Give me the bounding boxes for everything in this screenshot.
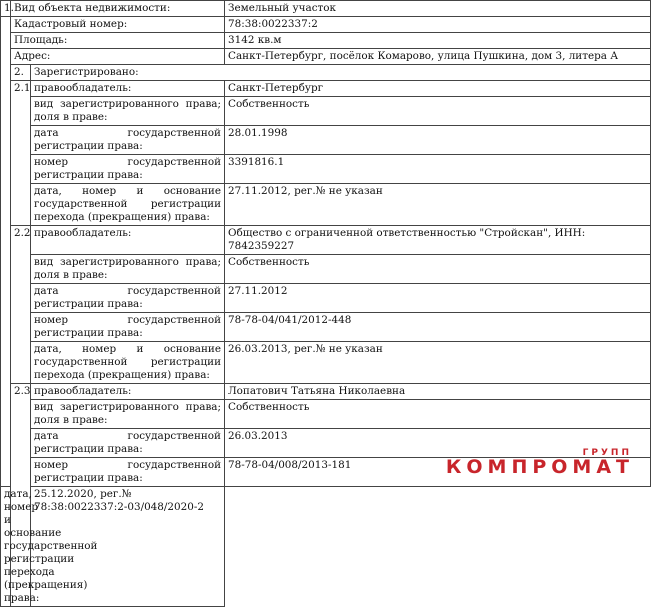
field-value: 3142 кв.м bbox=[225, 33, 651, 49]
record-owner-row bbox=[1, 384, 651, 400]
field-label: номер государственной регистрации права: bbox=[31, 155, 225, 184]
field-value: 27.11.2012 bbox=[225, 284, 651, 313]
record-right-row bbox=[1, 97, 651, 126]
row-area bbox=[1, 33, 651, 49]
field-value: 78:38:0022337:2 bbox=[225, 17, 651, 33]
row-registered bbox=[1, 65, 651, 81]
record-regnum-row bbox=[1, 313, 651, 342]
field-label: правообладатель: bbox=[31, 226, 225, 255]
field-label: Площадь: bbox=[11, 33, 225, 49]
field-value: 3391816.1 bbox=[225, 155, 651, 184]
field-value: 26.03.2013, рег.№ не указан bbox=[225, 342, 651, 384]
record-number: 2.1 bbox=[11, 81, 31, 226]
field-value: Общество с ограниченной ответственностью "Стройскан", ИНН: 7842359227 bbox=[225, 226, 651, 255]
field-label: правообладатель: bbox=[31, 384, 225, 400]
row-number-blank bbox=[1, 17, 11, 487]
field-value: Санкт-Петербург bbox=[225, 81, 651, 97]
field-value: Собственность bbox=[225, 400, 651, 429]
field-label: дата государственной регистрации права: bbox=[31, 126, 225, 155]
field-value: 27.11.2012, рег.№ не указан bbox=[225, 184, 651, 226]
field-value: 26.03.2013 bbox=[225, 429, 651, 458]
record-date-row bbox=[1, 284, 651, 313]
field-label: дата, номер и основание государственной регистрации перехода (прекращения) права: bbox=[31, 184, 225, 226]
watermark-big-text: КОМПРОМАТ bbox=[445, 456, 634, 478]
field-label: дата, номер и основание государственной регистрации перехода (прекращения) права: bbox=[1, 487, 11, 607]
field-value: Земельный участок bbox=[225, 1, 651, 17]
record-date-row bbox=[1, 429, 651, 458]
field-value: Собственность bbox=[225, 97, 651, 126]
field-value: Лопатович Татьяна Николаевна bbox=[225, 384, 651, 400]
field-value: 28.01.1998 bbox=[225, 126, 651, 155]
field-label: дата государственной регистрации права: bbox=[31, 284, 225, 313]
field-label: номер государственной регистрации права: bbox=[31, 458, 225, 487]
field-label: правообладатель: bbox=[31, 81, 225, 97]
row-object-type bbox=[1, 1, 651, 17]
record-date-row bbox=[1, 126, 651, 155]
watermark-small-text: ГРУПП bbox=[582, 448, 632, 458]
record-regnum-row bbox=[1, 155, 651, 184]
record-number: 2.3 bbox=[11, 384, 31, 607]
record-termination-row bbox=[1, 487, 651, 607]
field-value: Санкт-Петербург, посёлок Комарово, улица Пушкина, дом 3, литера А bbox=[225, 49, 651, 65]
field-label: вид зарегистрированного права; доля в праве: bbox=[31, 255, 225, 284]
field-value: 25.12.2020, рег.№ 78:38:0022337:2-03/048/2020-2 bbox=[31, 487, 225, 607]
field-label: вид зарегистрированного права; доля в праве: bbox=[31, 97, 225, 126]
record-owner-row bbox=[1, 81, 651, 97]
field-value: 78-78-04/008/2013-181 bbox=[225, 458, 651, 487]
field-label: Вид объекта недвижимости: bbox=[11, 1, 225, 17]
field-label: дата, номер и основание государственной регистрации перехода (прекращения) права: bbox=[31, 342, 225, 384]
field-label: вид зарегистрированного права; доля в праве: bbox=[31, 400, 225, 429]
field-label: Адрес: bbox=[11, 49, 225, 65]
field-label: номер государственной регистрации права: bbox=[31, 313, 225, 342]
section-label: Зарегистрировано: bbox=[31, 65, 651, 81]
row-cadastral-number bbox=[1, 17, 651, 33]
row-number: 1. bbox=[1, 1, 11, 17]
record-number: 2.2 bbox=[11, 226, 31, 384]
row-number: 2. bbox=[11, 65, 31, 81]
field-label: дата государственной регистрации права: bbox=[31, 429, 225, 458]
field-value: Собственность bbox=[225, 255, 651, 284]
record-right-row bbox=[1, 400, 651, 429]
record-termination-row bbox=[1, 184, 651, 226]
record-owner-row bbox=[1, 226, 651, 255]
row-address bbox=[1, 49, 651, 65]
field-value: 78-78-04/041/2012-448 bbox=[225, 313, 651, 342]
record-termination-row bbox=[1, 342, 651, 384]
field-label: Кадастровый номер: bbox=[11, 17, 225, 33]
record-right-row bbox=[1, 255, 651, 284]
record-regnum-row bbox=[1, 458, 651, 487]
